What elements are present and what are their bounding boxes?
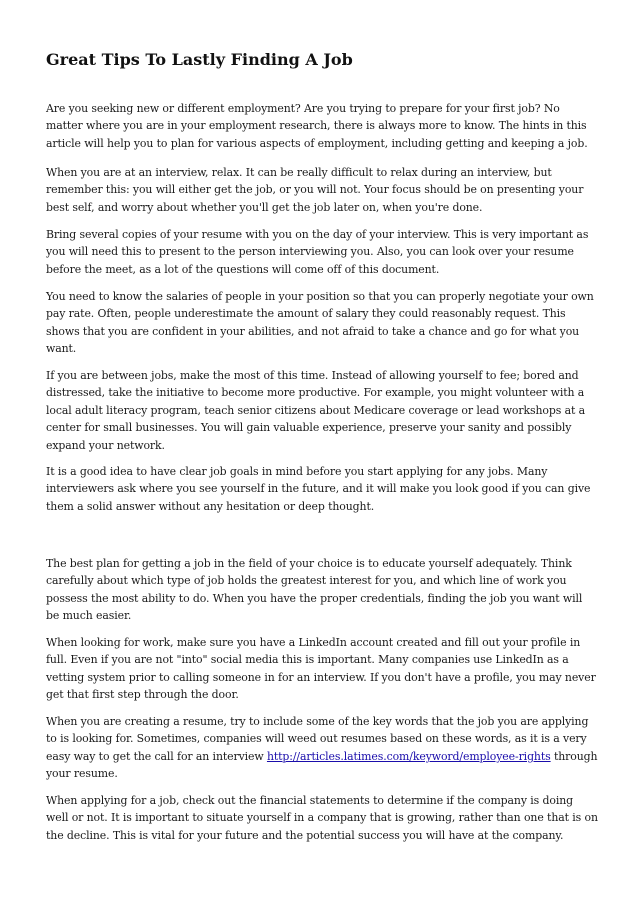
paragraph-interview-relax: When you are at an interview, relax. It can be really difficult to relax during an interview, but remember this: you will either get the job, or you will not. Your focus should be on presenting your best self, and worry about whether you'll get the job later on, when you're done.: [46, 166, 584, 214]
latimes-employee-rights-link[interactable]: http://articles.latimes.com/keyword/employee-rights: [266, 749, 551, 763]
paragraph-salaries: You need to know the salaries of people in your position so that you can properly negotiate your own pay rate. Often, people underestimate the amount of salary they could reasonably request. This shows that you are confident in your abilities, and not afraid to take a chance and go for what you want.: [46, 290, 594, 356]
paragraph-linkedin: When looking for work, make sure you have a LinkedIn account created and fill out your profile in full. Even if you are not "into" social media this is important. Many companies use LinkedIn as a vetting system prior to calling someone in for an interview. If you don't have a profile, you may never get that first step through the door.: [46, 636, 596, 702]
resume-text-before-link: When you are creating a resume, try to include some of the key words that the job you are applying to is looking for. Sometimes, companies will weed out resumes based on these words, as it is a very easy way to get the call for an interview: [46, 715, 589, 763]
paragraph-resume-keywords: [46, 713, 598, 783]
paragraph-between-jobs: If you are between jobs, make the most of this time. Instead of allowing yourself to fee; bored and distressed, take the initiative to become more productive. For example, you might volunteer with a local adult literacy program, teach senior citizens about Medicare coverage or lead workshops at a center for small businesses. You will gain valuable experience, preserve your sanity and possibly expand your network.: [46, 369, 585, 452]
paragraph-financial-statements: When applying for a job, check out the financial statements to determine if the company is doing well or not. It is important to situate yourself in a company that is growing, rather than one that is on the decline. This is vital for your future and the potential success you will have at the company.: [46, 794, 598, 842]
paragraph-intro: Are you seeking new or different employment? Are you trying to prepare for your first job? No matter where you are in your employment research, there is always more to know. The hints in this article will help you to plan for various aspects of employment, including getting and keeping a job.: [46, 102, 588, 150]
resume-text-after-link: through your resume.: [46, 749, 598, 781]
paragraph-resume-copies: Bring several copies of your resume with you on the day of your interview. This is very important as you will need this to present to the person interviewing you. Also, you can look over your resume before the meet, as a lot of the questions will come off of this document.: [46, 228, 589, 276]
paragraph-education: The best plan for getting a job in the field of your choice is to educate yourself adequately. Think carefully about which type of job holds the greatest interest for you, and which line of work you possess the most ability to do. When you have the proper credentials, finding the job you want will be much easier.: [46, 557, 583, 623]
page-title: Great Tips To Lastly Finding A Job: [46, 50, 353, 69]
paragraph-job-goals: It is a good idea to have clear job goals in mind before you start applying for any jobs. Many interviewers ask where you see yourself in the future, and it will make you look good if you can give them a solid answer without any hesitation or deep thought.: [46, 465, 591, 513]
